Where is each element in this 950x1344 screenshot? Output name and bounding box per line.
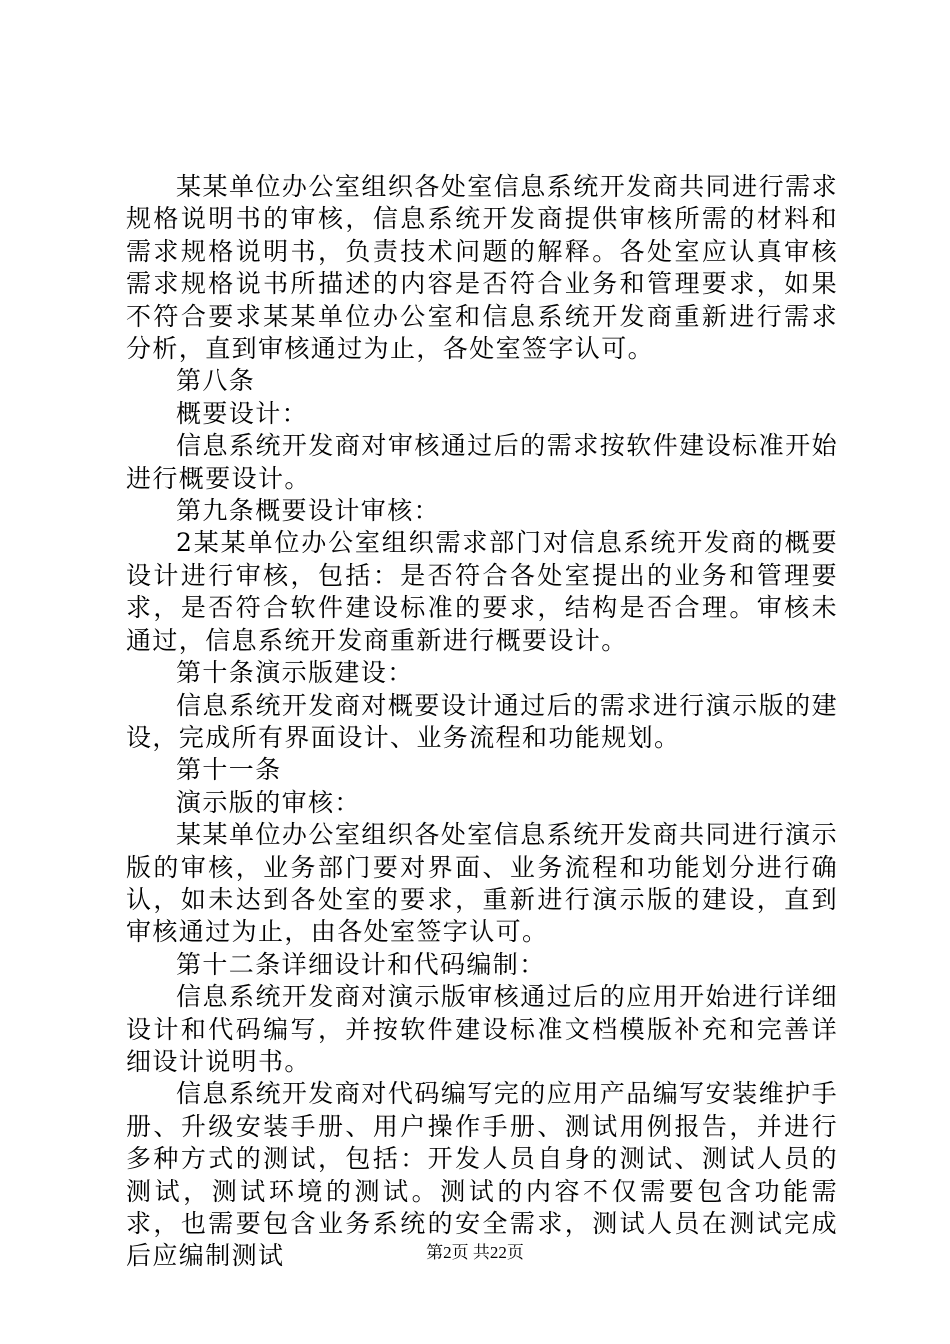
- section-title: 概要设计：: [176, 398, 309, 428]
- page-number-footer: 第2页 共22页: [426, 1243, 524, 1262]
- article-heading: 第十条演示版建设：: [176, 658, 414, 688]
- paragraph: 某某单位办公室组织各处室信息系统开发商共同进行需求规格说明书的审核，信息系统开发商提供审核所需的材料和需求规格说明书，负责技术问题的解释。各处室应认真审核需求规格说书所描述的内容是否符合业务和管理要求，如果不符合要求某某单位办公室和信息系统开发商重新进行需求分析，直到审核通过为止，各处室签字认可。: [126, 172, 838, 364]
- paragraph: 某某单位办公室组织各处室信息系统开发商共同进行演示版的审核，业务部门要对界面、业务流程和功能划分进行确认，如未达到各处室的要求，重新进行演示版的建设，直到审核通过为止，由各处室签字认可。: [126, 820, 838, 947]
- paragraph: 信息系统开发商对概要设计通过后的需求进行演示版的建设，完成所有界面设计、业务流程和功能规划。: [126, 690, 838, 752]
- article-heading: 第九条概要设计审核：: [176, 496, 441, 526]
- paragraph: 2某某单位办公室组织需求部门对信息系统开发商的概要设计进行审核，包括：是否符合各处室提出的业务和管理要求，是否符合软件建设标准的要求，结构是否合理。审核未通过，信息系统开发商重新进行概要设计。: [126, 528, 838, 655]
- article-heading: 第八条: [176, 366, 256, 396]
- paragraph: 信息系统开发商对演示版审核通过后的应用开始进行详细设计和代码编写，并按软件建设标准文档模版补充和完善详细设计说明书。: [126, 982, 838, 1076]
- article-heading: 第十二条详细设计和代码编制：: [176, 949, 546, 979]
- document-body: [126, 171, 838, 1273]
- paragraph: 信息系统开发商对审核通过后的需求按软件建设标准开始进行概要设计。: [126, 431, 838, 493]
- paragraph: 信息系统开发商对代码编写完的应用产品编写安装维护手册、升级安装手册、用户操作手册、测试用例报告，并进行多种方式的测试，包括：开发人员自身的测试、测试人员的测试，测试环境的测试。测试的内容不仅需要包含功能需求，也需要包含业务系统的安全需求，测试人员在测试完成后应编制测试: [126, 1079, 838, 1271]
- article-heading: 第十一条: [176, 755, 282, 785]
- section-title: 演示版的审核：: [176, 787, 361, 817]
